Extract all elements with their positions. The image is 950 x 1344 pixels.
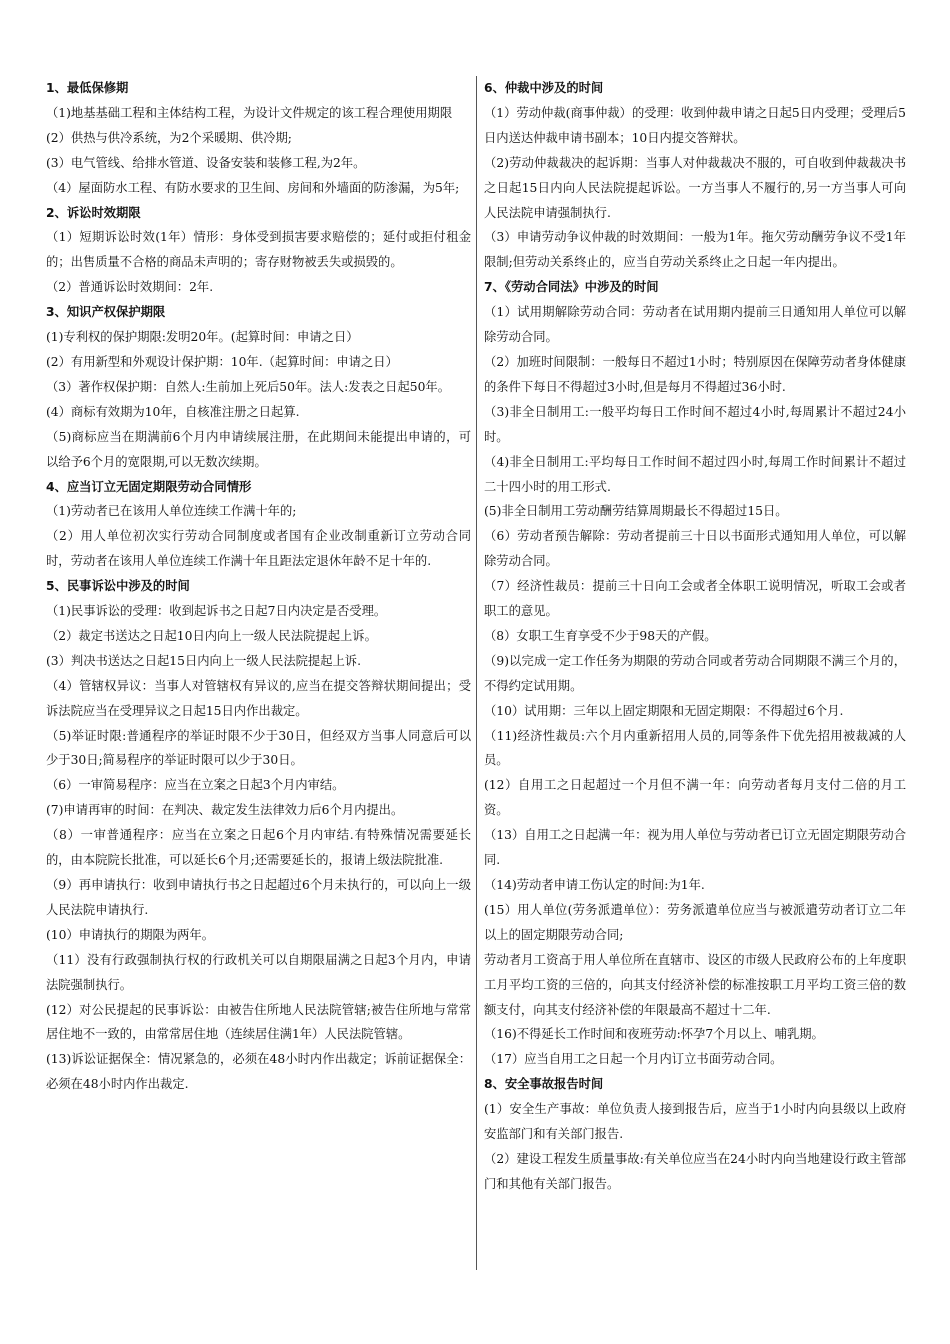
paragraph: （7）经济性裁员：提前三十日向工会或者全体职工说明情况，听取工会或者职工的意见。 [484,579,906,619]
paragraph: （11）没有行政强制执行权的行政机关可以自期限届满之日起3个月内，申请法院强制执行。 [46,952,471,992]
paragraph: （2）普通诉讼时效期间：2年. [46,280,214,295]
paragraph: (1）安全生产事故：单位负责人接到报告后，应当于1小时内向县级以上政府安监部门和有关部门报告. [484,1102,906,1142]
paragraph: （5)举证时限:普通程序的举证时限不少于30日，但经双方当事人同意后可以少于30日;简易程序的举证时限可以少于30日。 [46,728,471,768]
paragraph: (12）自用工之日起超过一个月但不满一年：向劳动者每月支付二倍的月工资。 [484,778,906,818]
paragraph: (5)非全日制用工劳动酬劳结算周期最长不得超过15日。 [484,504,788,519]
paragraph: （4)非全日制用工:平均每日工作时间不超过四小时,每周工作时间累计不超过二十四小时的用工形式. [484,454,906,494]
paragraph: （6）劳动者预告解除：劳动者提前三十日以书面形式通知用人单位，可以解除劳动合同。 [484,529,906,569]
paragraph: （2）建设工程发生质量事故:有关单位应当在24小时内向当地建设行政主管部门和其他有关部门报告。 [484,1151,906,1191]
paragraph: （3）申请劳动争议仲裁的时效期间：一般为1年。拖欠劳动酬劳争议不受1年限制;但劳动关系终止的，应当自劳动关系终止之日起一年内提出。 [484,230,906,270]
section-heading: 3、知识产权保护期限 [46,305,166,320]
paragraph: （1）短期诉讼时效(1年）情形：身体受到损害要求赔偿的；延付或拒付租金的；出售质量不合格的商品未声明的；寄存财物被丢失或损毁的。 [46,230,471,270]
section-heading: 7、《劳动合同法》中涉及的时间 [484,280,659,295]
paragraph: (2）有用新型和外观设计保护期：10年.（起算时间：申请之日） [46,354,398,369]
paragraph: (3）电气管线、给排水管道、设备安装和装修工程,为2年。 [46,155,366,170]
paragraph: （11)经济性裁员:六个月内重新招用人员的,同等条件下优先招用被裁减的人员。 [484,728,906,768]
paragraph: （10）试用期：三年以上固定期限和无固定期限：不得超过6个月. [484,703,844,718]
paragraph: （13）自用工之日起满一年：视为用人单位与劳动者已订立无固定期限劳动合同. [484,828,906,868]
paragraph: (2）供热与供冷系统，为2个采暖期、供冷期; [46,130,292,145]
right-column [484,76,906,1197]
paragraph: (12）对公民提起的民事诉讼：由被告住所地人民法院管辖;被告住所地与常常居住地不一致的，由常常居住地（连续居住满1年）人民法院管辖。 [46,1002,471,1042]
paragraph: (3）判决书送达之日起15日内向上一级人民法院提起上诉. [46,653,362,668]
paragraph: （6）一审简易程序：应当在立案之日起3个月内审结。 [46,778,345,793]
paragraph: 劳动者月工资高于用人单位所在直辖市、设区的市级人民政府公布的上年度职工月平均工资的三倍的，向其支付经济补偿的标准按职工月平均工资三倍的数额支付，向其支付经济补偿的年限最高不超过十二年. [484,952,906,1017]
left-column [46,76,471,1097]
section-heading: 5、民事诉讼中涉及的时间 [46,579,190,594]
paragraph: （1)劳动者已在该用人单位连续工作满十年的; [46,504,297,519]
paragraph: （1)民事诉讼的受理：收到起诉书之日起7日内决定是否受理。 [46,604,387,619]
paragraph: （2）用人单位初次实行劳动合同制度或者国有企业改制重新订立劳动合同时，劳动者在该用人单位连续工作满十年且距法定退休年龄不足十年的. [46,529,471,569]
paragraph: （8）女职工生育享受不少于98天的产假。 [484,628,717,643]
paragraph: （1）试用期解除劳动合同：劳动者在试用期内提前三日通知用人单位可以解除劳动合同。 [484,305,906,345]
section-heading: 8、安全事故报告时间 [484,1077,604,1092]
paragraph: （5)商标应当在期满前6个月内申请续展注册，在此期间未能提出申请的，可以给予6个月的宽限期,可以无数次续期。 [46,429,471,469]
paragraph: （1）劳动仲裁(商事仲裁）的受理：收到仲裁申请之日起5日内受理；受理后5日内送达仲裁申请书副本；10日内提交答辩状。 [484,105,906,145]
paragraph: (1)专利权的保护期限:发明20年。(起算时间：申请之日） [46,330,359,345]
paragraph: (7)申请再审的时间：在判决、裁定发生法律效力后6个月内提出。 [46,803,404,818]
paragraph: （17）应当自用工之日起一个月内订立书面劳动合同。 [484,1052,783,1067]
paragraph: (10）申请执行的期限为两年。 [46,927,215,942]
paragraph: （2）加班时间限制：一般每日不超过1小时；特别原因在保障劳动者身体健康的条件下每日不得超过3小时,但是每月不得超过36小时. [484,354,906,394]
paragraph: (13)诉讼证据保全：情况紧急的，必须在48小时内作出裁定；诉前证据保全：必须在48小时内作出裁定. [46,1052,471,1092]
column-divider [476,76,477,1270]
paragraph: （3)非全日制用工:一般平均每日工作时间不超过4小时,每周累计不超过24小时。 [484,404,906,444]
paragraph: （2)劳动仲裁裁决的起诉期：当事人对仲裁裁决不服的，可自收到仲裁裁决书之日起15日内向人民法院提起诉讼。一方当事人不履行的,另一方当事人可向人民法院申请强制执行. [484,155,906,220]
paragraph: (4）商标有效期为10年，自核准注册之日起算. [46,404,300,419]
paragraph: （9)以完成一定工作任务为期限的劳动合同或者劳动合同期限不满三个月的，不得约定试用期。 [484,653,906,693]
paragraph: （2）裁定书送达之日起10日内向上一级人民法院提起上诉。 [46,628,377,643]
paragraph: （9）再申请执行：收到申请执行书之日起超过6个月未执行的，可以向上一级人民法院申请执行. [46,878,471,917]
section-heading: 6、仲裁中涉及的时间 [484,81,604,95]
section-heading: 2、诉讼时效期限 [46,205,141,220]
section-heading: 4、应当订立无固定期限劳动合同情形 [46,479,252,494]
paragraph: （14)劳动者申请工伤认定的时间:为1年. [484,878,705,892]
paragraph: （4）屋面防水工程、有防水要求的卫生间、房间和外墙面的防渗漏，为5年; [46,180,460,195]
paragraph: （16)不得延长工作时间和夜班劳动:怀孕7个月以上、哺乳期。 [484,1027,824,1042]
paragraph: (15）用人单位(劳务派遣单位）：劳务派遣单位应当与被派遣劳动者订立二年以上的固定期限劳动合同; [484,902,906,942]
paragraph: （1)地基基础工程和主体结构工程，为设计文件规定的该工程合理使用期限 [46,105,453,120]
section-heading: 1、最低保修期 [46,81,129,95]
paragraph: （4）管辖权异议：当事人对管辖权有异议的,应当在提交答辩状期间提出；受诉法院应当在受理异议之日起15日内作出裁定。 [46,678,471,718]
paragraph: （8）一审普通程序：应当在立案之日起6个月内审结.有特殊情况需要延长的，由本院院长批准，可以延长6个月;还需要延长的，报请上级法院批准. [46,828,471,868]
paragraph: （3）著作权保护期：自然人:生前加上死后50年。法人:发表之日起50年。 [46,379,451,394]
